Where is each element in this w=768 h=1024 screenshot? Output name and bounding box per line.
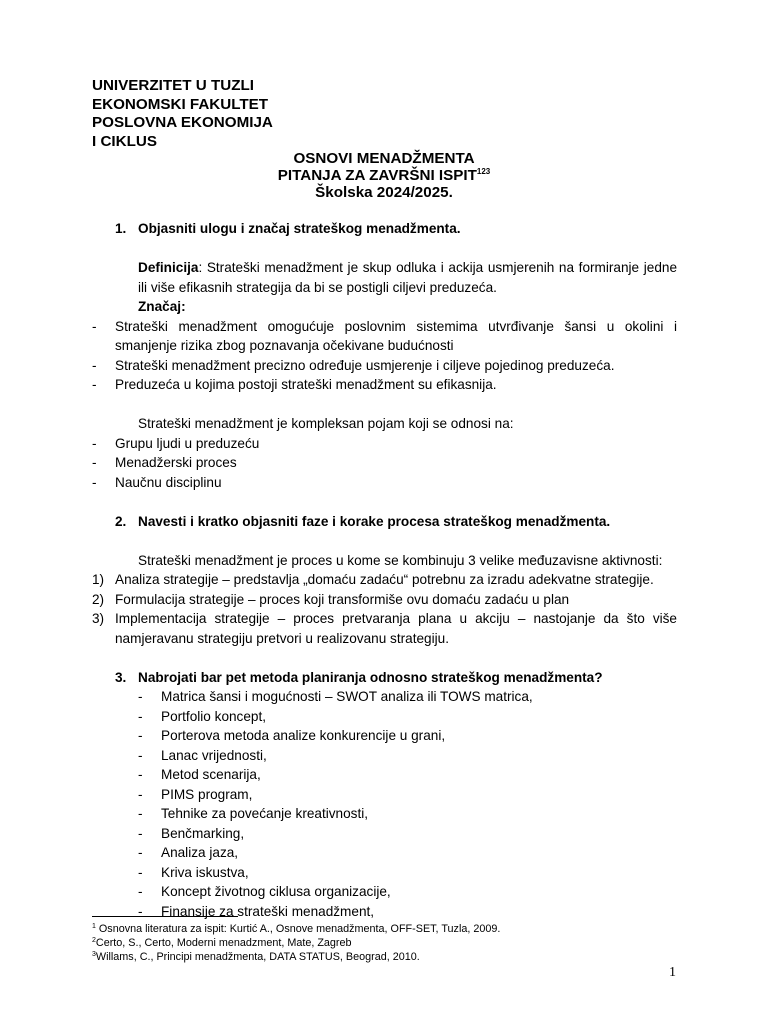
institution-header — [92, 77, 273, 151]
step-number: 1) — [92, 572, 105, 587]
bullet-dash: - — [138, 747, 143, 763]
list-item: - Koncept životnog ciklusa organizacije, — [138, 882, 677, 902]
definition-paragraph — [138, 258, 677, 297]
bullet-dash: - — [138, 864, 143, 880]
question-3-heading — [92, 668, 677, 688]
bullet-dash: - — [92, 377, 97, 392]
question-1-heading — [92, 219, 677, 239]
footnote-mark: 3 — [92, 951, 96, 958]
page-number: 1 — [669, 965, 676, 980]
list-item: 1) Analiza strategije – predstavlja „domaću zadaću“ potrebnu za izradu adekvatne strategije. — [92, 570, 677, 590]
question-number: 1. — [115, 221, 127, 236]
bullet-dash: - — [138, 728, 143, 743]
list-item: - Strateški menadžment precizno određuje usmjerenje i ciljeve pojedinog preduzeća. — [92, 356, 677, 376]
list-item: - Naučnu disciplinu — [92, 473, 677, 493]
bullet-dash: - — [138, 845, 143, 860]
list-item: - Analiza jaza, — [138, 843, 677, 863]
concept-list — [92, 434, 677, 493]
bullet-dash: - — [92, 474, 97, 490]
list-item: - Menadžerski proces — [92, 453, 677, 473]
question-text: Navesti i kratko objasniti faze i korake procesa strateškog menadžmenta. — [138, 513, 611, 529]
school-year: Školska 2024/2025. — [315, 184, 453, 201]
step-number: 2) — [92, 591, 105, 607]
process-intro: Strateški menadžment je proces u kome se kombinuju 3 velike međuzavisne aktivnosti: — [138, 552, 663, 568]
methods-list — [138, 687, 677, 921]
list-item: - Strateški menadžment omogućuje poslovnim sistemima utvrđivanje šansi u okolini i smanjenje rizika zbog poznavanja očekivane budućnosti — [92, 317, 677, 356]
footnote-divider — [92, 916, 238, 917]
bullet-dash: - — [138, 806, 143, 821]
bullet-dash: - — [138, 708, 143, 724]
question-2-heading — [92, 512, 677, 532]
list-item: - Lanac vrijednosti, — [138, 746, 677, 766]
footnote: $^2$Certo, S., Certo, Moderni menadzment, Mate, Zagreb — [92, 937, 352, 949]
bullet-dash: - — [92, 435, 97, 451]
question-number: 3. — [115, 669, 127, 685]
document-title — [0, 150, 768, 201]
bullet-dash: - — [138, 689, 143, 704]
list-item: - Preduzeća u kojima postoji strateški menadžment su efikasnija. — [92, 375, 677, 395]
footnote: $^1$ Osnovna literatura za ispit: Kurtić A., Osnove menadžmenta, OFF-SET, Tuzla, 2009. — [92, 923, 501, 935]
bullet-dash: - — [138, 786, 143, 802]
questions-content — [92, 219, 677, 921]
definition-text: : Strateški menadžment je skup odluka i ackija usmjerenih na formiranje jedne ili više efikasnih strategija da bi se postigli ciljevi preduzeća. — [138, 260, 677, 295]
program-name: POSLOVNA EKONOMIJA — [92, 114, 273, 131]
footnote-mark: 2 — [92, 937, 96, 944]
significance-label: Značaj: — [138, 299, 186, 314]
list-item: - Portfolio koncept, — [138, 707, 677, 727]
list-item: - Porterova metoda analize konkurencije u grani, — [138, 726, 677, 746]
footnote-mark: 1 — [92, 923, 96, 930]
list-item: - Tehnike za povećanje kreativnosti, — [138, 804, 677, 824]
question-1-answer — [138, 258, 677, 317]
question-number: 2. — [115, 513, 127, 529]
bullet-dash: - — [138, 767, 143, 782]
exam-title: PITANJA ZA ZAVRŠNI ISPIT$^{123}$ — [277, 167, 491, 184]
list-item: - Kriva iskustva, — [138, 863, 677, 883]
concept-intro: Strateški menadžment je kompleksan pojam koji se odnosi na: — [138, 416, 514, 431]
footnote: $^3$Willams, C., Principi menadžmenta, DATA STATUS, Beograd, 2010. — [92, 951, 420, 963]
list-item: 3) Implementacija strategije – proces pretvaranja plana u akciju – nastojanje da što više namjeravanu strategiju pretvori u realizovanu strategiju. — [92, 609, 677, 648]
course-title: OSNOVI MENADŽMENTA — [293, 150, 475, 167]
question-text: Nabrojati bar pet metoda planiranja odnosno strateškog menadžmenta? — [138, 669, 603, 685]
bullet-dash: - — [138, 825, 143, 841]
definition-label: Definicija — [138, 260, 199, 275]
step-number: 3) — [92, 611, 105, 626]
bullet-dash: - — [138, 903, 143, 919]
list-item: - Benčmarking, — [138, 824, 677, 844]
bullet-dash: - — [92, 357, 97, 373]
question-text: Objasniti ulogu i značaj strateškog menadžmenta. — [138, 221, 461, 236]
list-item: - Matrica šansi i mogućnosti – SWOT analiza ili TOWS matrica, — [138, 687, 677, 707]
study-cycle: I CIKLUS — [92, 132, 157, 150]
significance-list — [92, 317, 677, 395]
bullet-dash: - — [138, 884, 143, 899]
list-item: - Finansije za strateški menadžment, — [138, 902, 677, 922]
process-steps-list — [92, 570, 677, 648]
bullet-dash: - — [92, 318, 97, 334]
list-item: 2) Formulacija strategije – proces koji transformiše ovu domaću zadaću u plan — [92, 590, 677, 610]
faculty-name: EKONOMSKI FAKULTET — [92, 95, 269, 113]
list-item: - Metod scenarija, — [138, 765, 677, 785]
footnotes — [92, 922, 500, 964]
list-item: - Grupu ljudi u preduzeću — [92, 434, 677, 454]
university-name: UNIVERZITET U TUZLI — [92, 77, 254, 94]
list-item: - PIMS program, — [138, 785, 677, 805]
footnote-reference: 123 — [476, 167, 491, 176]
bullet-dash: - — [92, 455, 97, 470]
